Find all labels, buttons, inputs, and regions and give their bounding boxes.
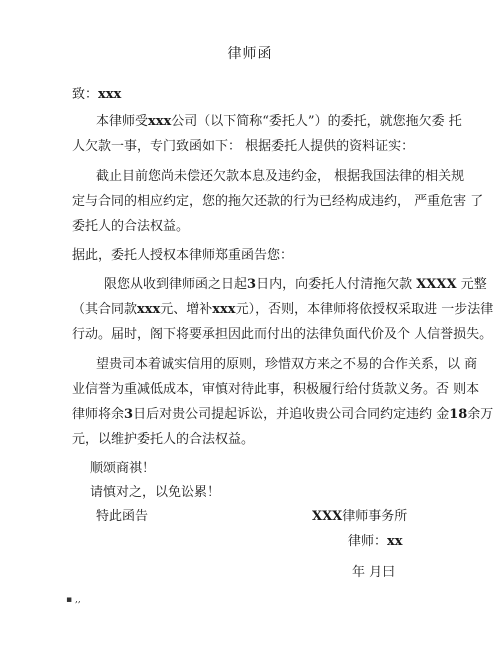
para2-line1: 截止目前您尚未偿还欠款本息及违约金， 根据我国法律的相关规 <box>96 169 465 184</box>
text-run: 余万 <box>467 407 494 422</box>
text-run: 限您从收到律师函之日起 <box>104 277 248 292</box>
supplement-amount-placeholder: xxx <box>212 302 236 317</box>
client-company-placeholder: xxx <box>148 114 172 129</box>
para5-line4: 元，以维护委托人的合法权益。 <box>72 432 255 447</box>
closing-notice: 特此函告 <box>96 509 149 524</box>
para1-line1 <box>96 110 462 129</box>
closing-regards: 顺颂商祺！ <box>90 461 156 476</box>
penalty-amount: 18 <box>449 407 468 422</box>
para4-line2 <box>72 298 493 317</box>
letter-title: 律师函 <box>227 46 273 62</box>
salutation <box>72 83 121 102</box>
salutation-prefix: 致： <box>72 87 99 102</box>
para1-line2: 人欠款一事，专门致函如下： 根据委托人提供的资料证实： <box>72 139 415 154</box>
text-run: 律师： <box>348 534 388 549</box>
text-run: 公司（以下简称“委托人”）的委托，就您拖欠委 托 <box>171 114 462 129</box>
letter-date: 年 月曰 <box>352 565 396 580</box>
text-run: 日后对贵公司提起诉讼，并追收贵公司合同约定违约 金 <box>133 407 450 422</box>
text-run: 元、增补 <box>160 302 213 317</box>
closing-warning: 请慎对之，以免讼累！ <box>90 485 221 500</box>
footer-mark: ▪ ,, <box>66 595 81 605</box>
text-run: 律师将余 <box>72 407 125 422</box>
para3-line1: 据此，委托人授权本律师郑重函告您： <box>72 248 294 263</box>
para4-line1 <box>104 273 487 292</box>
law-firm-name <box>312 505 407 524</box>
days-number: 3 <box>124 407 134 422</box>
days-number: 3 <box>247 277 257 292</box>
para5-line1: 望贵司本着诚实信用的原则，珍惜双方来之不易的合作关系，以 商 <box>96 357 478 372</box>
para2-line2: 定与合同的相应约定，您的拖欠还款的行为已经构成违约， 严重危害 了 <box>72 194 484 209</box>
contract-amount-placeholder: xxx <box>137 302 161 317</box>
recipient-name: xxx <box>98 87 122 102</box>
text-run: 元），否则，本律师将依授权采取进 一步法律 <box>235 302 494 317</box>
amount-placeholder: XXXX <box>416 277 457 292</box>
para5-line2: 业信誉为重减低成本，审慎对待此事，积极履行给付货款义务。否 则本 <box>72 382 480 397</box>
text-run: （其合同款 <box>72 302 138 317</box>
firm-placeholder: XXX <box>312 509 343 524</box>
para4-line3: 行动。届时，阁下将要承担因此而付出的法律负面代价及个 人信誉损失。 <box>72 327 493 342</box>
lawyer-signature <box>348 530 403 549</box>
text-run: 律师事务所 <box>342 509 408 524</box>
lawyer-name-placeholder: xx <box>387 534 403 549</box>
text-run: 本律师受 <box>96 114 149 129</box>
text-run: 日内，向委托人付清拖欠款 <box>256 277 413 292</box>
text-run: 元整 <box>460 277 487 292</box>
para2-line3: 委托人的合法权益。 <box>72 219 190 234</box>
para5-line3 <box>72 403 493 422</box>
